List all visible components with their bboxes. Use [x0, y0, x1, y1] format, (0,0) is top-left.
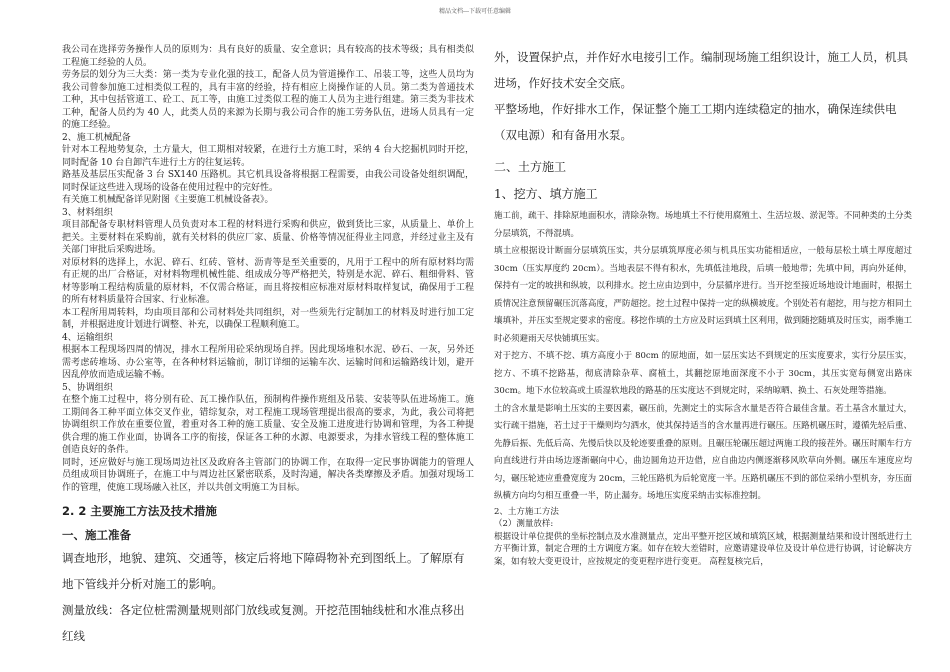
- paragraph: 对原材料的选择上，水泥、碎石、红砖、管材、沥青等是至关重要的，凡用于工程中的所有原材料均需有正规的出厂合格证，对材料物理机械性能、组成成分等严格把关，特别是水泥、碎石、粗细骨料、管材等影响工程结构质量的原材料，不仅需合格证，而且将按相应标准对原材料取样复试，确保用于工程的所有材料质量符合国家、行业标准。: [62, 257, 474, 305]
- paragraph: 施工前，疏干、排除原地面积水，清除杂物。场地填土不行使用腐殖土、生活垃圾、淤泥等。不同种类的土分类分层填筑，不得混填。: [494, 211, 912, 239]
- subheading: 3、材料组织: [62, 207, 113, 218]
- paragraph: 本工程所用周转料，均由项目部和公司材料处共同组织，对一些须先行定制加工的材料及时进行加工定制，并根据进度计划进行调整、补充，以确保工程顺利施工。: [62, 307, 474, 330]
- paragraph: 劳务层的划分为三大类：第一类为专业化强的技工，配备人员为管道操作工、吊装工等，这些人员均为我公司曾参加施工过相类似工程的，具有丰富的经验，持有相应上岗操作证的人员。第二类为普通技术工种，其中包括管道工、砼工、瓦工等，由施工过类似工程的施工人员为主进行组建。第三类为非技术工种，配备人员约为 40 人，此类人员的来源为长期与我公司合作的施工劳务队伍，进场人员具有一定的施工经验。: [62, 70, 474, 130]
- paragraph: 外，设置保护点，并作好水电接引工作。编制现场施工组织设计，施工人员，机具进场，作好技术安全交底。: [494, 50, 908, 90]
- paragraph: 有关施工机械配备详见附图《主要施工机械设备表》。: [62, 195, 274, 205]
- paragraph: 调查地形，地貌、建筑、交通等，核定后将地下障碍物补充到图纸上。了解原有地下管线并分析对施工的影响。: [62, 551, 465, 591]
- paragraph: 同时，还应做好与施工现场周边社区及政府各主管部门的协调工作，在取得一定民事协调能力的管理人员组成项目协调班子，在施工中与周边社区紧密联系，及时沟通，解决各类摩擦及矛盾。加强对现场工作的管理，使施工现场融入社区，并以共创文明施工为目标。: [62, 457, 474, 493]
- paragraph: 针对本工程地势复杂，土方量大，但工期相对较紧，在进行土方施工时，采纳 4 台大挖掘机同时开挖，同时配备 10 台自卸汽车进行土方的往复运转。: [62, 145, 474, 168]
- paragraph: 根据设计单位提供的坐标控制点及水准测量点，定出平整开挖区域和填筑区域，根据测量结果和设计图纸进行土方平衡计算，制定合理的土方调度方案。如存在较大差错时，应邀请建设单位及设计单位进行协调，讨论解决方案，如有较大变更设计，应按规定的变更程序进行变更。 高程复核完后，: [494, 531, 912, 567]
- paragraph: 平整场地，作好排水工作，保证整个施工工期内连续稳定的抽水，确保连续供电（双电源）和有备用水泵。: [494, 102, 897, 142]
- right-column: [494, 44, 912, 568]
- subheading: 2、施工机械配备: [62, 132, 131, 143]
- paragraph: 土的含水量是影响土压实的主要因素，碾压前，先测定土的实际含水量是否符合最佳含量。若土基含水量过大，实行疏干措施，若土过于干燥则均匀洒水，使其保持适当的含水量再进行碾压。压路机碾压时，遵循先轻后重、先静后振、先低后高、先慢后快以及轮迹要重叠的原则。且碾压轮碾压超过两施工段的接茬外。碾压时顺车行方向直线进行并由场边逐渐碾向中心，曲边圆角边开边借，应自曲边内侧逐渐移风吹草向外侧。碾压车速度应均匀，碾压轮迹应重叠宽度为 20cm，三轮压路机为后轮宽度一半。压路机碾压不到的部位采纳小型机夯，夯压面纵横方向均匀相互重叠一半，防止漏夯。场地压实度采纳击实标准控制。: [494, 403, 912, 501]
- paragraph: 根据本工程现场四周的情况，排水工程所用砼采纳现场自拌。因此现场堆积水泥、砂石、一灰，另外还需考虑砖堆场、办公室等，在各种材料运输前，制订详细的运输车次、运输时间和运输路线计划，避开因乱停放而造成运输不畅。: [62, 345, 474, 380]
- paragraph: 在整个施工过程中，将分别有砼、瓦工操作队伍，预制构件操作班组及吊装、安装等队伍进场施工。施工期间各工种平面立体交叉作业，错综复杂，对工程施工现场管理提出很高的要求，为此，我公司将把协调组织工作放在重要位置，着重对各工种的施工质量、安全及施工进度进行协调和管理，为各工种提供合理的施工作业面，协调各工序的衔接，保证各工种的水源、电源要求，为排水管线工程的整体施工创造良好的条件。: [62, 395, 474, 455]
- subheading: 4、运输组织: [62, 332, 113, 343]
- section-heading: 二、土方施工: [494, 160, 567, 174]
- subheading: 1、挖方、填方施工: [494, 187, 598, 201]
- paragraph: 项目部配备专职材料管理人员负责对本工程的材料进行采购和供应，做到货比三家，从质量上、单价上把关。主要材料在采购前，就有关材料的供应厂家、质量、价格等情况征得业主同意，并经过业主及有关部门审批后采购进场。: [62, 220, 474, 255]
- subheading: 5、协调组织: [62, 382, 113, 393]
- paragraph: 对于挖方、不填不挖、填方高度小于 80cm 的原地面，如一层压实达不到规定的压实度要求，实行分层压实，挖方、不填不挖路基，彻底清除杂草、腐植土，其翻挖原地面深度不小于 30cm，其压实宽每侧宽出路床 30cm。地下水位较高或土质湿软地段的路基的压实度达不到规定时，采纳晾晒、换土、石灰处理等措施。: [494, 351, 912, 396]
- paragraph: 填土应根据设计断面分层填筑压实，共分层填筑厚度必须与机具压实功能相适应，一般每层松土填土厚度超过 30cm（压实厚度约 20cm）。当地表层不得有积水，先填低洼地段，后填一般地带；先填中间，再向外延伸，保持有一定的坡拱和纵坡，以利排水。挖土应由边到中，分层循序进行。当开挖至接近场地设计地面时，根据土质情况注意预留碾压沉落高度，严防超挖。挖土过程中保持一定的纵横坡度。个别处若有超挖，用与挖方相同土壤填补，并压实至规定要求的密度。移挖作填的土方应及时运到填土区利用，做到随挖随填及时压实，雨季施工时必须避雨天尽快铺填压实。: [494, 246, 912, 344]
- paragraph: 测量放线：各定位桩需测量规则部门放线或复测。开挖范围轴线桩和水准点移出红线: [62, 603, 465, 643]
- section-heading: 一、施工准备: [62, 528, 131, 542]
- section-heading: 2. 2 主要施工方法及技术措施: [62, 504, 217, 518]
- paragraph: 我公司在选择劳务操作人员的原则为：具有良好的质量、安全意识；具有较高的技术等级；具有相类似工程施工经验的人员。: [62, 45, 474, 68]
- subheading: 2、土方施工方法: [494, 506, 559, 517]
- subheading: （2）测量放样:: [494, 519, 554, 529]
- paragraph: 路基及基层压实配备 3 台 SX140 压路机。其它机具设备将根据工程需要，由我公司设备处组织调配，同时保证这些进入现场的设备在使用过程中的完好性。: [62, 170, 474, 193]
- left-column: [62, 44, 474, 649]
- page-header: 精品文档---下载可任意编辑: [438, 8, 512, 15]
